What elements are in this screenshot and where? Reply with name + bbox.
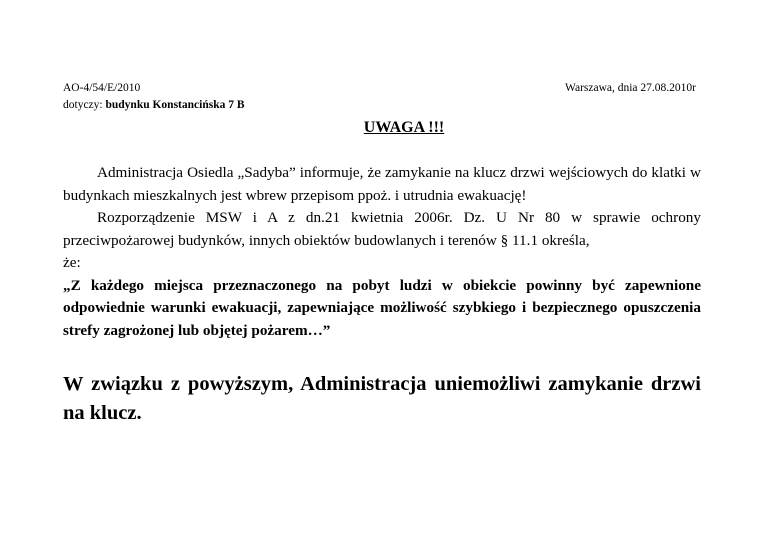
concerns-value: budynku Konstancińska 7 B [105,99,245,111]
paragraph-info: Administracja Osiedla „Sadyba” informuje, że zamykanie na klucz drzwi wejściowych do klatki w budynkach mieszkalnych jest wbrew przepisom ppoż. i utrudnia ewakuację! [63,164,701,204]
notice-title: UWAGA !!! [363,119,445,136]
regulation-quote: „Z każdego miejsca przeznaczonego na pobyt ludzi w obiekcie powinny być zapewnione odpowiednie warunki ewakuacji, zapewniające możliwość szybkiego i bezpiecznego opuszczenia strefy zagrożonej lub objętej pożarem…” [63,276,701,339]
header-left [63,80,245,114]
paragraph-that: że: [63,254,81,271]
paragraph-regulation: Rozporządzenie MSW i A z dn.21 kwietnia 2006r. Dz. U Nr 80 w sprawie ochrony przeciwpożarowej budynków, innych obiektów budowlanych i terenów § 11.1 określa, [63,209,701,249]
conclusion-text: W związku z powyższym, Administracja uniemożliwi zamykanie drzwi na klucz. [63,373,701,424]
notice-body [63,162,701,342]
concerns-line [63,97,245,114]
reference-number: AO-4/54/E/2010 [63,82,141,94]
place-date: Warszawa, dnia 27.08.2010r [565,82,696,94]
concerns-label: dotyczy: [63,99,106,111]
